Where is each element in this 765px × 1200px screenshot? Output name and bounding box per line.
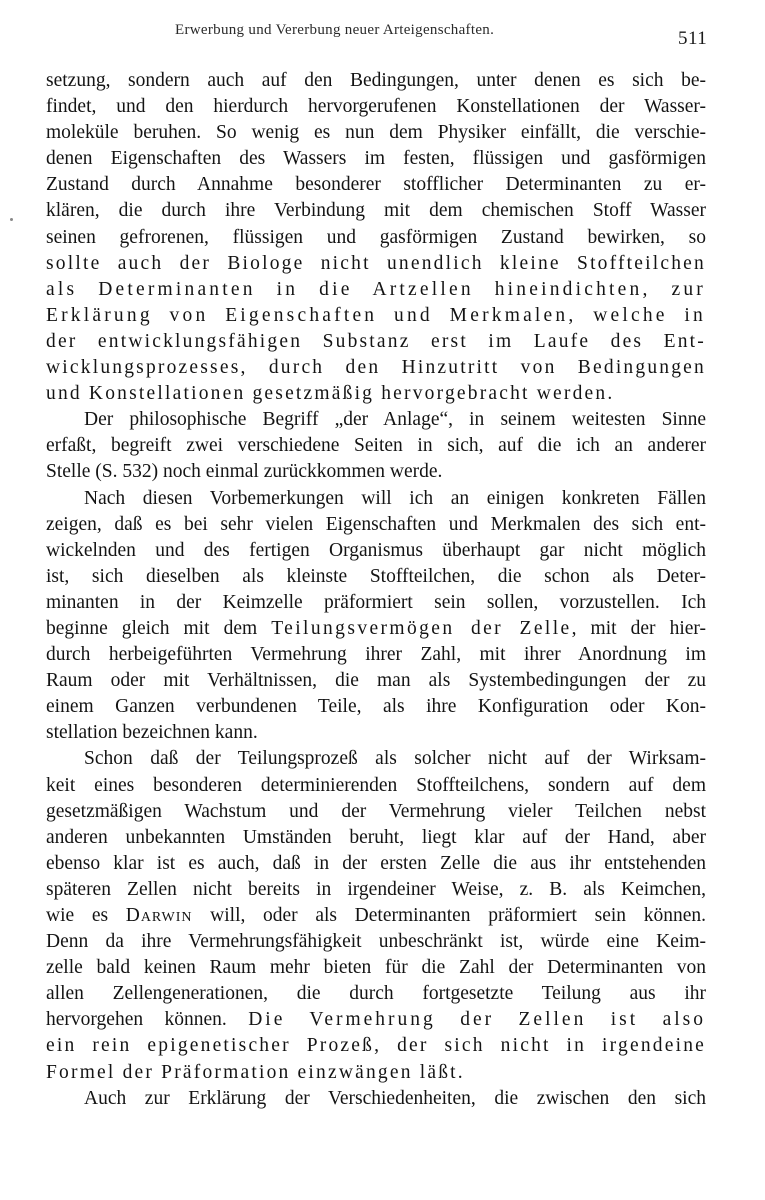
page-header [0, 18, 765, 48]
text-line: allen Zellengenerationen, die durch fortgesetzte Teilung aus ihr [46, 983, 706, 1005]
text-line: Nach diesen Vorbemerkungen will ich an einigen konkreten Fällen [84, 487, 706, 509]
text-line: zeigen, daß es bei sehr vielen Eigenschaften und Merkmalen des sich ent- [46, 513, 706, 535]
text-line: durch herbeigeführten Vermehrung ihrer Zahl, mit ihrer Anordnung im [46, 644, 706, 666]
text-line: wickelnden und des fertigen Organismus überhaupt gar nicht möglich [46, 539, 706, 561]
text-line: Raum oder mit Verhältnissen, die man als Systembedingungen der zu [46, 670, 706, 692]
body-text [46, 68, 706, 1112]
text-line-emphasis: sollte auch der Biologe nicht unendlich kleine Stoffteilchen [46, 252, 706, 274]
text-line: anderen unbekannten Umständen beruht, liegt klar auf der Hand, aber [46, 826, 706, 848]
text-line [46, 1007, 706, 1033]
text-line: zelle bald keinen Raum mehr bieten für die Zahl der Determinanten von [46, 957, 706, 979]
text-line: Schon daß der Teilungsprozeß als solcher nicht auf der Wirksam- [84, 748, 706, 770]
text-line-emphasis: der entwicklungsfähigen Substanz erst im Laufe des Ent- [46, 330, 706, 352]
text-segment: hervorgehen können. [46, 1009, 249, 1031]
text-line-emphasis: Formel der Präformation einzwängen läßt. [46, 1061, 465, 1083]
text-line: setzung, sondern auch auf den Bedingungen, unter denen es sich be- [46, 70, 706, 91]
text-line: späteren Zellen nicht bereits in irgendeiner Weise, z. B. als Keimchen, [46, 878, 706, 900]
text-line: Denn da ihre Vermehrungsfähigkeit unbeschränkt ist, würde eine Keim- [46, 931, 706, 953]
text-line-emphasis: ein rein epigenetischer Prozeß, der sich nicht in irgendeine [46, 1035, 706, 1057]
text-line [46, 616, 706, 642]
text-segment: beginne gleich mit dem [46, 617, 272, 639]
page-number: 511 [678, 28, 708, 49]
margin-speck [10, 218, 13, 221]
text-line: einem Ganzen verbundenen Teile, als ihre Konfiguration oder Kon- [46, 696, 706, 718]
text-line: findet, und den hierdurch hervorgerufenen Konstellationen der Wasser- [46, 96, 706, 118]
emphasized-term: Teilungsvermögen der Zelle [271, 617, 572, 639]
text-line: denen Eigenschaften des Wassers im festen, flüssigen und gasförmigen [46, 148, 706, 170]
text-line [46, 903, 706, 929]
text-line-emphasis: wicklungsprozesses, durch den Hinzutritt von Bedingungen [46, 357, 706, 379]
text-line: minanten in der Keimzelle präformiert sein sollen, vorzustellen. Ich [46, 591, 706, 613]
text-line: Stelle (S. 532) noch einmal zurückkommen werde. [46, 461, 443, 483]
text-line: Zustand durch Annahme besonderer stofflicher Determinanten zu er- [46, 174, 706, 196]
text-line-emphasis: und Konstellationen gesetzmäßig hervorgebracht werden. [46, 383, 615, 405]
text-line: moleküle beruhen. So wenig es nun dem Physiker einfällt, die verschie- [46, 122, 706, 144]
author-name: Darwin [125, 905, 193, 926]
emphasized-term: Die Vermehrung der Zellen ist also [248, 1009, 706, 1031]
text-line: keit eines besonderen determinierenden Stoffteilchens, sondern auf dem [46, 774, 706, 796]
text-line: Auch zur Erklärung der Verschiedenheiten, die zwischen den sich [84, 1087, 706, 1109]
text-segment: , mit der hier- [571, 617, 706, 639]
text-line-emphasis: Erklärung von Eigenschaften und Merkmalen, welche in [46, 304, 706, 326]
text-line: ist, sich dieselben als kleinste Stoffteilchen, die schon als Deter- [46, 565, 706, 587]
text-line: gesetzmäßigen Wachstum und der Vermehrung vieler Teilchen nebst [46, 800, 706, 822]
text-line: erfaßt, begreift zwei verschiedene Seiten in sich, auf die ich an anderer [46, 435, 706, 457]
text-line: stellation bezeichnen kann. [46, 722, 258, 744]
text-line: Der philosophische Begriff „der Anlage“, in seinem weitesten Sinne [84, 409, 706, 431]
text-segment: will, oder als Determinanten präformiert sein können. [192, 905, 706, 926]
text-line: ebenso klar ist es auch, daß in der ersten Zelle die aus ihr entstehenden [46, 852, 706, 874]
text-line-emphasis: als Determinanten in die Artzellen hineindichten, zur [46, 278, 706, 300]
running-title: Erwerbung und Vererbung neuer Arteigenschaften. [175, 22, 495, 38]
text-segment: wie es [46, 905, 126, 926]
text-line: seinen gefrorenen, flüssigen und gasförmigen Zustand bewirken, so [46, 226, 706, 248]
text-line: klären, die durch ihre Verbindung mit dem chemischen Stoff Wasser [46, 200, 706, 222]
